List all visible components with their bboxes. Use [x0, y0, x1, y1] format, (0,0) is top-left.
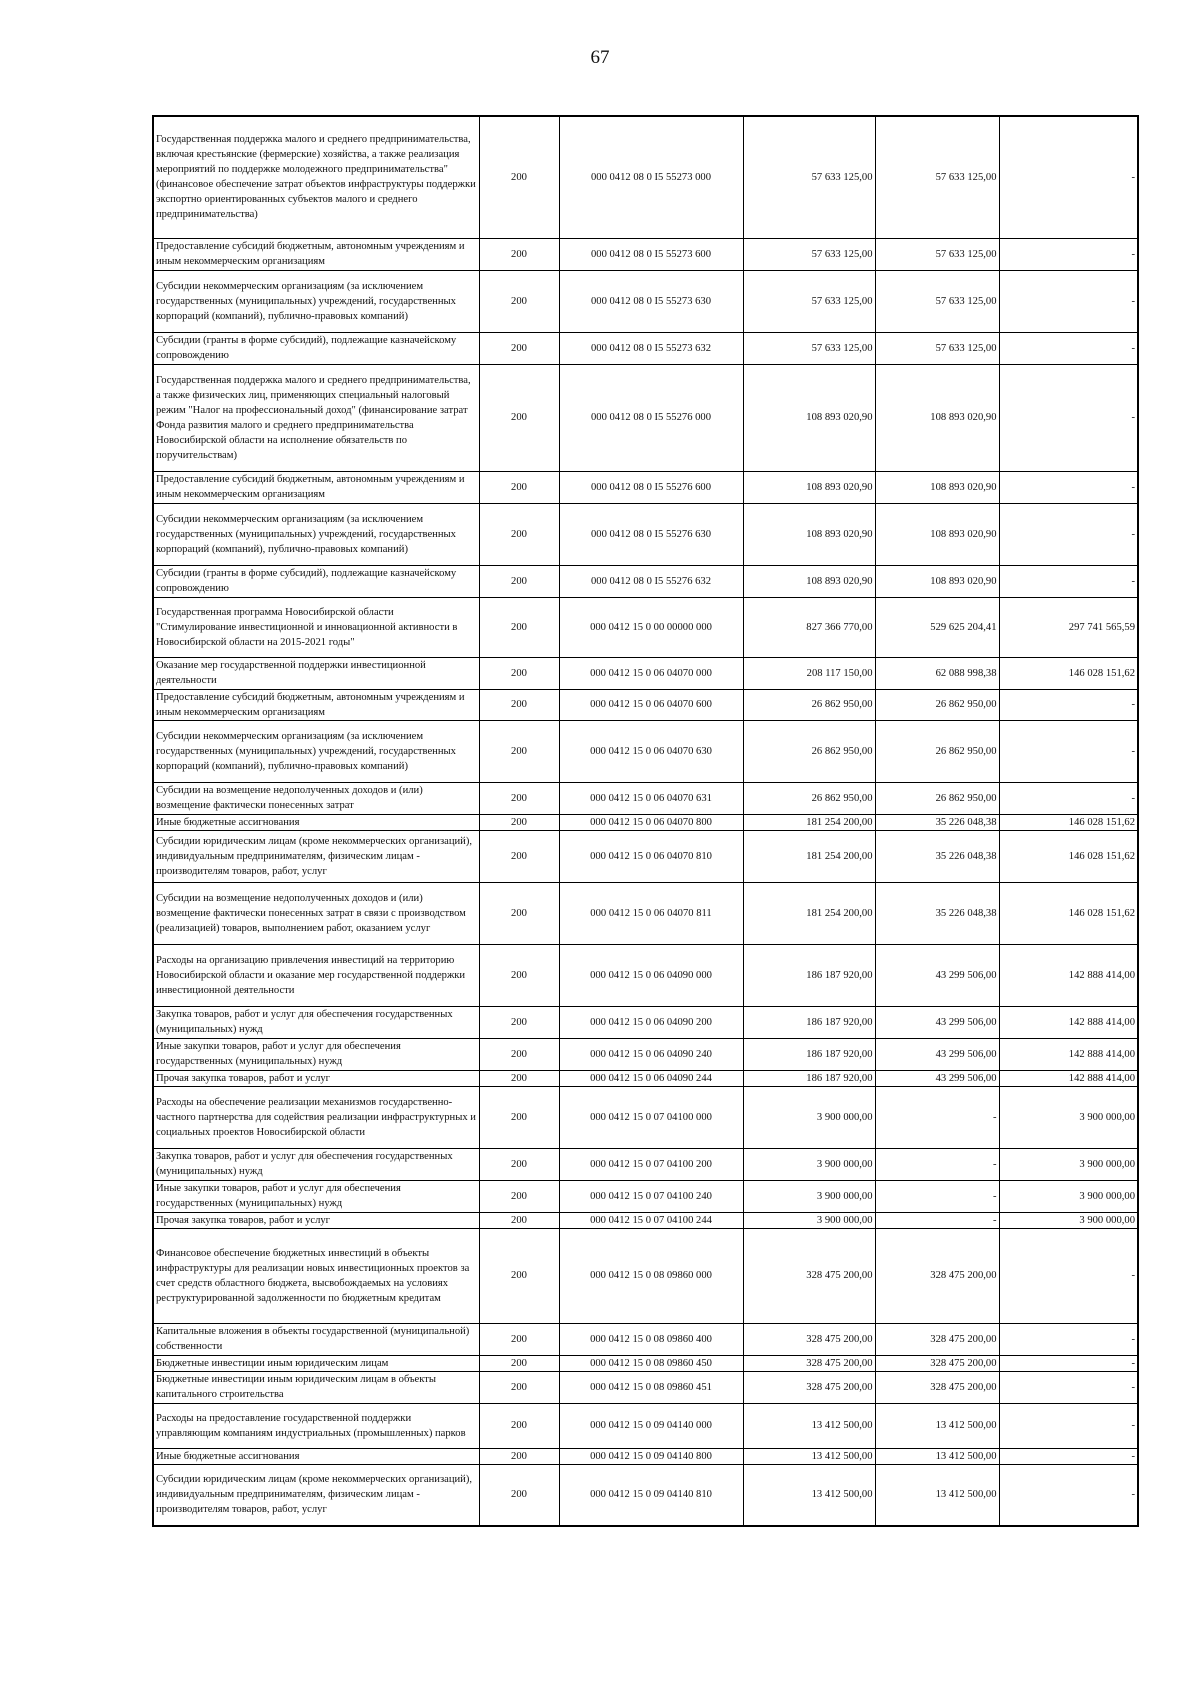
cell-name: Закупка товаров, работ и услуг для обеспечения государственных (муниципальных) нужд — [153, 1006, 479, 1038]
cell-name: Субсидии некоммерческим организациям (за исключением государственных (муниципальных) учреждений, государственных корпораций (компаний), публично-правовых компаний) — [153, 270, 479, 332]
cell-name: Оказание мер государственной поддержки инвестиционной деятельности — [153, 657, 479, 689]
cell-name: Расходы на предоставление государственной поддержки управляющим компаниям индустриальных (промышленных) парков — [153, 1403, 479, 1448]
table-row — [153, 1038, 1138, 1070]
cell-budget-code: 000 0412 15 0 06 04070 630 — [559, 720, 743, 782]
cell-approved: 57 633 125,00 — [743, 332, 875, 364]
cell-budget-code: 000 0412 15 0 07 04100 240 — [559, 1180, 743, 1212]
cell-admin-code: 200 — [479, 1355, 559, 1371]
cell-name: Государственная программа Новосибирской области "Стимулирование инвестиционной и инновационной активности в Новосибирской области на 2015-2021 годы" — [153, 597, 479, 657]
cell-approved: 328 475 200,00 — [743, 1228, 875, 1323]
cell-unexecuted: - — [999, 364, 1138, 471]
table-row — [153, 814, 1138, 830]
cell-executed: 26 862 950,00 — [875, 720, 999, 782]
cell-name: Иные закупки товаров, работ и услуг для обеспечения государственных (муниципальных) нужд — [153, 1180, 479, 1212]
cell-admin-code: 200 — [479, 944, 559, 1006]
cell-unexecuted: 297 741 565,59 — [999, 597, 1138, 657]
cell-approved: 3 900 000,00 — [743, 1212, 875, 1228]
cell-unexecuted: - — [999, 1323, 1138, 1355]
cell-name: Финансовое обеспечение бюджетных инвестиций в объекты инфраструктуры для реализации новых инвестиционных проектов за счет средств областного бюджета, высвобождаемых на условиях реструктурированной задолженности по бюджетным кредитам — [153, 1228, 479, 1323]
cell-executed: 26 862 950,00 — [875, 782, 999, 814]
cell-executed: 57 633 125,00 — [875, 238, 999, 270]
cell-approved: 108 893 020,90 — [743, 503, 875, 565]
cell-admin-code: 200 — [479, 364, 559, 471]
table-row — [153, 597, 1138, 657]
table-row — [153, 1403, 1138, 1448]
cell-admin-code: 200 — [479, 1323, 559, 1355]
table-row — [153, 689, 1138, 720]
cell-executed: 328 475 200,00 — [875, 1228, 999, 1323]
cell-name: Прочая закупка товаров, работ и услуг — [153, 1070, 479, 1086]
cell-unexecuted: - — [999, 270, 1138, 332]
cell-unexecuted: 3 900 000,00 — [999, 1086, 1138, 1148]
table-row — [153, 1323, 1138, 1355]
cell-admin-code: 200 — [479, 1464, 559, 1526]
cell-executed: 108 893 020,90 — [875, 364, 999, 471]
cell-budget-code: 000 0412 15 0 00 00000 000 — [559, 597, 743, 657]
cell-approved: 328 475 200,00 — [743, 1371, 875, 1403]
cell-approved: 186 187 920,00 — [743, 1038, 875, 1070]
cell-budget-code: 000 0412 15 0 07 04100 244 — [559, 1212, 743, 1228]
table-row — [153, 238, 1138, 270]
cell-executed: 62 088 998,38 — [875, 657, 999, 689]
cell-unexecuted: - — [999, 116, 1138, 238]
cell-budget-code: 000 0412 15 0 08 09860 450 — [559, 1355, 743, 1371]
cell-executed: 328 475 200,00 — [875, 1371, 999, 1403]
table-row — [153, 116, 1138, 238]
cell-unexecuted: 146 028 151,62 — [999, 657, 1138, 689]
cell-admin-code: 200 — [479, 503, 559, 565]
cell-name: Субсидии юридическим лицам (кроме некоммерческих организаций), индивидуальным предпринимателям, физическим лицам - производителям товаров, работ, услуг — [153, 830, 479, 882]
cell-unexecuted: - — [999, 1228, 1138, 1323]
table-row — [153, 1086, 1138, 1148]
cell-unexecuted: - — [999, 720, 1138, 782]
cell-unexecuted: - — [999, 1464, 1138, 1526]
cell-executed: 57 633 125,00 — [875, 270, 999, 332]
cell-unexecuted: 146 028 151,62 — [999, 830, 1138, 882]
cell-admin-code: 200 — [479, 238, 559, 270]
cell-executed: 328 475 200,00 — [875, 1323, 999, 1355]
cell-admin-code: 200 — [479, 471, 559, 503]
cell-budget-code: 000 0412 15 0 07 04100 000 — [559, 1086, 743, 1148]
cell-unexecuted: 146 028 151,62 — [999, 814, 1138, 830]
cell-admin-code: 200 — [479, 1228, 559, 1323]
cell-unexecuted: 3 900 000,00 — [999, 1212, 1138, 1228]
cell-budget-code: 000 0412 15 0 06 04090 200 — [559, 1006, 743, 1038]
cell-approved: 108 893 020,90 — [743, 364, 875, 471]
cell-approved: 208 117 150,00 — [743, 657, 875, 689]
cell-executed: - — [875, 1212, 999, 1228]
cell-name: Расходы на организацию привлечения инвестиций на территорию Новосибирской области и оказание мер государственной поддержки инвестиционной деятельности — [153, 944, 479, 1006]
table-row — [153, 1070, 1138, 1086]
cell-admin-code: 200 — [479, 814, 559, 830]
cell-admin-code: 200 — [479, 565, 559, 597]
cell-executed: 13 412 500,00 — [875, 1448, 999, 1464]
cell-name: Закупка товаров, работ и услуг для обеспечения государственных (муниципальных) нужд — [153, 1148, 479, 1180]
cell-unexecuted: - — [999, 503, 1138, 565]
cell-admin-code: 200 — [479, 689, 559, 720]
table-row — [153, 565, 1138, 597]
cell-unexecuted: 142 888 414,00 — [999, 1038, 1138, 1070]
cell-budget-code: 000 0412 15 0 06 04070 631 — [559, 782, 743, 814]
cell-admin-code: 200 — [479, 1006, 559, 1038]
cell-name: Иные бюджетные ассигнования — [153, 1448, 479, 1464]
table-row — [153, 657, 1138, 689]
cell-admin-code: 200 — [479, 1148, 559, 1180]
cell-admin-code: 200 — [479, 116, 559, 238]
table-row — [153, 471, 1138, 503]
table-row — [153, 782, 1138, 814]
cell-executed: 35 226 048,38 — [875, 814, 999, 830]
cell-unexecuted: - — [999, 1355, 1138, 1371]
cell-approved: 57 633 125,00 — [743, 116, 875, 238]
cell-approved: 57 633 125,00 — [743, 238, 875, 270]
cell-approved: 108 893 020,90 — [743, 565, 875, 597]
cell-unexecuted: - — [999, 332, 1138, 364]
cell-name: Предоставление субсидий бюджетным, автономным учреждениям и иным некоммерческим организациям — [153, 471, 479, 503]
cell-approved: 13 412 500,00 — [743, 1464, 875, 1526]
table-row — [153, 1355, 1138, 1371]
cell-unexecuted: 142 888 414,00 — [999, 1006, 1138, 1038]
cell-admin-code: 200 — [479, 882, 559, 944]
cell-admin-code: 200 — [479, 1403, 559, 1448]
cell-name: Предоставление субсидий бюджетным, автономным учреждениям и иным некоммерческим организациям — [153, 689, 479, 720]
table-row — [153, 1212, 1138, 1228]
cell-admin-code: 200 — [479, 1180, 559, 1212]
cell-budget-code: 000 0412 15 0 06 04090 244 — [559, 1070, 743, 1086]
cell-budget-code: 000 0412 08 0 I5 55276 630 — [559, 503, 743, 565]
cell-approved: 26 862 950,00 — [743, 782, 875, 814]
cell-approved: 328 475 200,00 — [743, 1355, 875, 1371]
cell-budget-code: 000 0412 15 0 09 04140 000 — [559, 1403, 743, 1448]
table-row — [153, 332, 1138, 364]
cell-budget-code: 000 0412 15 0 06 04070 800 — [559, 814, 743, 830]
cell-name: Предоставление субсидий бюджетным, автономным учреждениям и иным некоммерческим организациям — [153, 238, 479, 270]
cell-approved: 181 254 200,00 — [743, 882, 875, 944]
cell-admin-code: 200 — [479, 1448, 559, 1464]
cell-budget-code: 000 0412 15 0 09 04140 810 — [559, 1464, 743, 1526]
cell-name: Субсидии юридическим лицам (кроме некоммерческих организаций), индивидуальным предпринимателям, физическим лицам - производителям товаров, работ, услуг — [153, 1464, 479, 1526]
cell-budget-code: 000 0412 15 0 06 04090 240 — [559, 1038, 743, 1070]
cell-unexecuted: - — [999, 565, 1138, 597]
cell-admin-code: 200 — [479, 720, 559, 782]
cell-approved: 13 412 500,00 — [743, 1448, 875, 1464]
cell-approved: 26 862 950,00 — [743, 689, 875, 720]
cell-admin-code: 200 — [479, 597, 559, 657]
cell-name: Субсидии на возмещение недополученных доходов и (или) возмещение фактически понесенных затрат в связи с производством (реализацией) товаров, выполнением работ, оказанием услуг — [153, 882, 479, 944]
cell-budget-code: 000 0412 08 0 I5 55273 630 — [559, 270, 743, 332]
cell-unexecuted: - — [999, 689, 1138, 720]
cell-admin-code: 200 — [479, 1212, 559, 1228]
cell-admin-code: 200 — [479, 1038, 559, 1070]
table-row — [153, 944, 1138, 1006]
cell-executed: - — [875, 1086, 999, 1148]
cell-executed: 35 226 048,38 — [875, 882, 999, 944]
cell-budget-code: 000 0412 08 0 I5 55276 600 — [559, 471, 743, 503]
cell-executed: 43 299 506,00 — [875, 1038, 999, 1070]
cell-executed: 57 633 125,00 — [875, 116, 999, 238]
cell-approved: 328 475 200,00 — [743, 1323, 875, 1355]
cell-budget-code: 000 0412 08 0 I5 55276 000 — [559, 364, 743, 471]
cell-unexecuted: 3 900 000,00 — [999, 1148, 1138, 1180]
cell-admin-code: 200 — [479, 1371, 559, 1403]
cell-executed: 43 299 506,00 — [875, 1006, 999, 1038]
cell-budget-code: 000 0412 15 0 07 04100 200 — [559, 1148, 743, 1180]
cell-name: Субсидии некоммерческим организациям (за исключением государственных (муниципальных) учреждений, государственных корпораций (компаний), публично-правовых компаний) — [153, 720, 479, 782]
table-row — [153, 364, 1138, 471]
cell-approved: 26 862 950,00 — [743, 720, 875, 782]
cell-executed: 529 625 204,41 — [875, 597, 999, 657]
table-row — [153, 1448, 1138, 1464]
cell-budget-code: 000 0412 15 0 08 09860 451 — [559, 1371, 743, 1403]
table-row — [153, 1371, 1138, 1403]
cell-approved: 181 254 200,00 — [743, 814, 875, 830]
cell-name: Расходы на обеспечение реализации механизмов государственно-частного партнерства для содействия реализации инфраструктурных и социальных проектов Новосибирской области — [153, 1086, 479, 1148]
cell-unexecuted: 3 900 000,00 — [999, 1180, 1138, 1212]
table-row — [153, 720, 1138, 782]
cell-executed: 108 893 020,90 — [875, 503, 999, 565]
cell-executed: 26 862 950,00 — [875, 689, 999, 720]
cell-approved: 57 633 125,00 — [743, 270, 875, 332]
cell-admin-code: 200 — [479, 782, 559, 814]
cell-executed: 328 475 200,00 — [875, 1355, 999, 1371]
cell-name: Капитальные вложения в объекты государственной (муниципальной) собственности — [153, 1323, 479, 1355]
cell-executed: 43 299 506,00 — [875, 1070, 999, 1086]
cell-unexecuted: 142 888 414,00 — [999, 1070, 1138, 1086]
cell-budget-code: 000 0412 15 0 06 04070 811 — [559, 882, 743, 944]
cell-approved: 186 187 920,00 — [743, 944, 875, 1006]
cell-name: Субсидии на возмещение недополученных доходов и (или) возмещение фактически понесенных затрат — [153, 782, 479, 814]
cell-budget-code: 000 0412 15 0 06 04090 000 — [559, 944, 743, 1006]
cell-name: Субсидии некоммерческим организациям (за исключением государственных (муниципальных) учреждений, государственных корпораций (компаний), публично-правовых компаний) — [153, 503, 479, 565]
table-row — [153, 1464, 1138, 1526]
cell-name: Государственная поддержка малого и среднего предпринимательства, а также физических лиц, применяющих специальный налоговый режим "Налог на профессиональный доход" (финансирование затрат Фонда развития малого и среднего предпринимательства Новосибирской области на исполнение обязательств по поручительствам) — [153, 364, 479, 471]
cell-budget-code: 000 0412 15 0 06 04070 000 — [559, 657, 743, 689]
cell-unexecuted: - — [999, 471, 1138, 503]
cell-budget-code: 000 0412 15 0 06 04070 600 — [559, 689, 743, 720]
cell-approved: 3 900 000,00 — [743, 1086, 875, 1148]
cell-budget-code: 000 0412 15 0 09 04140 800 — [559, 1448, 743, 1464]
cell-admin-code: 200 — [479, 332, 559, 364]
cell-admin-code: 200 — [479, 270, 559, 332]
cell-budget-code: 000 0412 08 0 I5 55273 600 — [559, 238, 743, 270]
table-row — [153, 1148, 1138, 1180]
cell-name: Иные закупки товаров, работ и услуг для обеспечения государственных (муниципальных) нужд — [153, 1038, 479, 1070]
cell-admin-code: 200 — [479, 830, 559, 882]
cell-unexecuted: 146 028 151,62 — [999, 882, 1138, 944]
table-row — [153, 1006, 1138, 1038]
cell-name: Бюджетные инвестиции иным юридическим лицам в объекты капитального строительства — [153, 1371, 479, 1403]
cell-admin-code: 200 — [479, 1086, 559, 1148]
table-row — [153, 270, 1138, 332]
cell-executed: 35 226 048,38 — [875, 830, 999, 882]
cell-approved: 3 900 000,00 — [743, 1180, 875, 1212]
cell-budget-code: 000 0412 15 0 08 09860 400 — [559, 1323, 743, 1355]
cell-approved: 108 893 020,90 — [743, 471, 875, 503]
table-row — [153, 503, 1138, 565]
cell-executed: 13 412 500,00 — [875, 1403, 999, 1448]
cell-budget-code: 000 0412 08 0 I5 55273 632 — [559, 332, 743, 364]
cell-admin-code: 200 — [479, 1070, 559, 1086]
cell-unexecuted: - — [999, 1448, 1138, 1464]
cell-admin-code: 200 — [479, 657, 559, 689]
cell-executed: 57 633 125,00 — [875, 332, 999, 364]
page-number: 67 — [590, 47, 610, 68]
table-row — [153, 830, 1138, 882]
cell-executed: - — [875, 1180, 999, 1212]
table-row — [153, 1180, 1138, 1212]
cell-name: Субсидии (гранты в форме субсидий), подлежащие казначейскому сопровождению — [153, 332, 479, 364]
cell-executed: 43 299 506,00 — [875, 944, 999, 1006]
cell-executed: 108 893 020,90 — [875, 565, 999, 597]
cell-approved: 181 254 200,00 — [743, 830, 875, 882]
table-row — [153, 882, 1138, 944]
cell-approved: 186 187 920,00 — [743, 1006, 875, 1038]
cell-executed: 13 412 500,00 — [875, 1464, 999, 1526]
table-row — [153, 1228, 1138, 1323]
cell-unexecuted: - — [999, 1371, 1138, 1403]
budget-table — [152, 115, 1139, 1527]
cell-approved: 186 187 920,00 — [743, 1070, 875, 1086]
cell-unexecuted: 142 888 414,00 — [999, 944, 1138, 1006]
cell-executed: - — [875, 1148, 999, 1180]
cell-name: Иные бюджетные ассигнования — [153, 814, 479, 830]
cell-executed: 108 893 020,90 — [875, 471, 999, 503]
cell-budget-code: 000 0412 08 0 I5 55273 000 — [559, 116, 743, 238]
cell-name: Субсидии (гранты в форме субсидий), подлежащие казначейскому сопровождению — [153, 565, 479, 597]
cell-name: Государственная поддержка малого и среднего предпринимательства, включая крестьянские (фермерские) хозяйства, а также реализация мероприятий по поддержке молодежного предпринимательства" (финансовое обеспечение затрат объектов инфраструктуры поддержки экспортно ориентированных субъектов малого и среднего предпринимательства) — [153, 116, 479, 238]
cell-budget-code: 000 0412 15 0 08 09860 000 — [559, 1228, 743, 1323]
cell-approved: 3 900 000,00 — [743, 1148, 875, 1180]
cell-approved: 13 412 500,00 — [743, 1403, 875, 1448]
cell-unexecuted: - — [999, 238, 1138, 270]
cell-budget-code: 000 0412 08 0 I5 55276 632 — [559, 565, 743, 597]
cell-name: Прочая закупка товаров, работ и услуг — [153, 1212, 479, 1228]
cell-unexecuted: - — [999, 1403, 1138, 1448]
cell-unexecuted: - — [999, 782, 1138, 814]
cell-budget-code: 000 0412 15 0 06 04070 810 — [559, 830, 743, 882]
cell-approved: 827 366 770,00 — [743, 597, 875, 657]
cell-name: Бюджетные инвестиции иным юридическим лицам — [153, 1355, 479, 1371]
